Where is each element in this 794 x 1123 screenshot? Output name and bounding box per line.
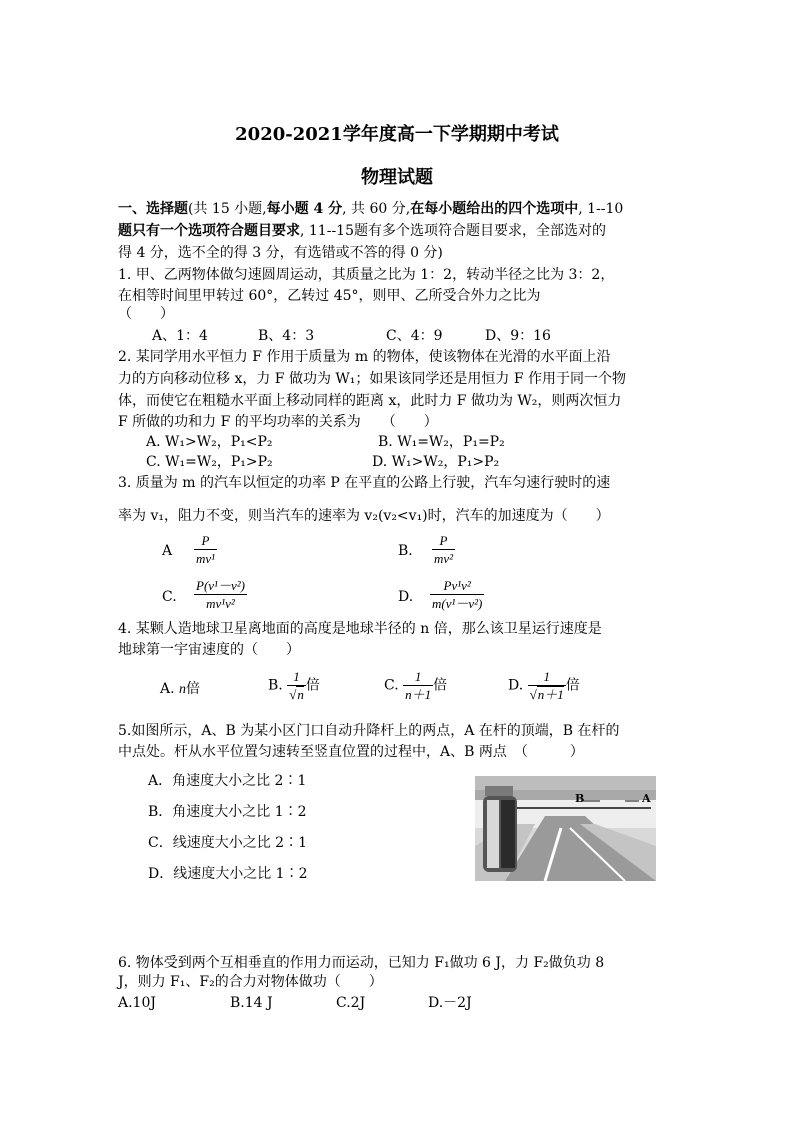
q4-d-denominator: n＋1 <box>537 687 564 702</box>
q4-d-label: D. <box>508 677 524 694</box>
q3-option-b-label: B. <box>398 543 413 559</box>
q3-d-numerator: Pv¹v² <box>430 577 484 595</box>
fig-label-a: A <box>642 792 651 805</box>
q5-line2: 中点处。杆从水平位置匀速转至竖直位置的过程中，A、B 两点 （ ） <box>118 744 584 760</box>
q3-d-denominator: m(v¹－v²) <box>432 596 483 611</box>
q4-b-numerator: 1 <box>287 668 306 686</box>
q4-b-unit: 倍 <box>305 677 320 694</box>
exam-title: 2020-2021学年度高一下学期期中考试 <box>235 124 559 145</box>
section-instruction-line2 <box>118 221 606 241</box>
q4-option-c <box>384 668 447 703</box>
q1-line1: 1. 甲、乙两物体做匀速圆周运动，其质量之比为 1：2，转动半径之比为 3：2， <box>118 267 615 283</box>
q4-d-unit: 倍 <box>565 677 580 694</box>
q5-option-a: A．角速度大小之比 2∶1 <box>148 773 307 789</box>
q2-option-d: D. W₁>W₂，P₁>P₂ <box>372 454 500 470</box>
q1-line2: 在相等时间里甲转过 60°，乙转过 45°，则甲、乙所受合外力之比为 <box>118 288 541 304</box>
q4-c-unit: 倍 <box>433 677 448 694</box>
q2-line2: 力的方向移动位移 x，力 F 做功为 W₁；如果该同学还是用恒力 F 作用于同一个物 <box>118 371 627 387</box>
q4-b-denominator: n <box>297 687 304 702</box>
q6-option-a: A.10J <box>118 995 156 1011</box>
q4-option-b: B. $\frac{1}{√n}$ 倍 <box>268 669 320 702</box>
section-text: , 1--10 <box>578 201 624 217</box>
q3-c-numerator: P(v¹－v²) <box>196 578 245 593</box>
q1-line3: （ ） <box>118 306 174 322</box>
q6-line2: J，则力 F₁、F₂的合力对物体做功（ ） <box>118 974 383 990</box>
section-instruction-line3: 得 4 分，选不全的得 3 分，有选错或不答的得 0 分) <box>118 245 443 261</box>
q4-line1: 4. 某颗人造地球卫星离地面的高度是地球半径的 n 倍，那么该卫星运行速度是 <box>118 621 602 637</box>
q3-option-c-label: C. <box>162 589 177 605</box>
q5-option-d: D．线速度大小之比 1∶2 <box>148 866 308 882</box>
fig-label-b: B <box>575 792 585 805</box>
exam-subtitle: 物理试题 <box>361 167 433 188</box>
q6-option-d: D.－2J <box>428 995 472 1011</box>
q3-option-b-formula <box>432 532 455 567</box>
q4-c-denominator: n＋1 <box>405 687 432 702</box>
section-instruction-line1 <box>118 199 623 219</box>
section-text-bold: 每小题 4 分 <box>266 201 343 217</box>
q4-a-n: n <box>179 682 187 697</box>
q6-line1: 6. 物体受到两个互相垂直的作用力而运动，已知力 F₁做功 6 J，力 F₂做负功 8 <box>118 955 605 971</box>
q3-option-a-formula <box>194 532 217 567</box>
section-text: , 共 60 分, <box>342 201 411 217</box>
section-text-bold: 在每小题给出的四个选项中 <box>410 201 579 217</box>
q3-option-d-label: D. <box>398 589 414 605</box>
q2-line3: 体，而使它在粗糙水平面上移动同样的距离 x，此时力 F 做功为 W₂，则两次恒力 <box>118 393 622 409</box>
q2-line4: F 所做的功和力 F 的平均功率的关系为 （ ） <box>118 414 438 430</box>
q4-a-label: A. <box>160 681 175 697</box>
q4-a-unit: 倍 <box>186 681 201 697</box>
q6-option-c: C.2J <box>336 995 366 1011</box>
q2-option-a: A. W₁>W₂，P₁<P₂ <box>146 434 273 450</box>
q5-line1: 5.如图所示，A、B 为某小区门口自动升降杆上的两点，A 在杆的顶端，B 在杆的 <box>118 723 620 739</box>
q3-option-c-formula <box>194 577 247 612</box>
barrier-gate-figure <box>475 776 656 881</box>
section-heading: 一、选择题 <box>118 201 188 217</box>
q4-d-numerator: 1 <box>528 668 566 686</box>
section-text: (共 15 小题, <box>188 201 267 217</box>
q2-line1: 2. 某同学用水平恒力 F 作用于质量为 m 的物体，使该物体在光滑的水平面上沿 <box>118 349 611 365</box>
q4-line2: 地球第一宇宙速度的（ ） <box>118 642 300 658</box>
q3-b-denominator: mv² <box>434 551 454 566</box>
q5-option-c: C．线速度大小之比 2∶1 <box>148 835 307 851</box>
q1-option-d: D、9：16 <box>485 328 551 344</box>
q3-a-denominator: mv¹ <box>196 551 216 566</box>
q3-c-denominator: mv¹v² <box>206 596 235 611</box>
q3-b-numerator: P <box>432 532 455 550</box>
q4-c-label: C. <box>384 677 399 694</box>
q4-option-a <box>160 679 200 700</box>
q4-b-label: B. <box>268 677 283 694</box>
q3-option-a-label: A <box>162 543 173 559</box>
section-text-bold: 题只有一个选项符合题目要求 <box>118 223 300 239</box>
q1-option-c: C、4：9 <box>386 328 443 344</box>
q2-option-c: C. W₁=W₂，P₁>P₂ <box>146 454 273 470</box>
q3-line1: 3. 质量为 m 的汽车以恒定的功率 P 在平直的公路上行驶，汽车匀速行驶时的速 <box>118 475 611 491</box>
q3-a-numerator: P <box>194 532 217 550</box>
q1-option-a: A、1：4 <box>152 328 208 344</box>
q5-option-b: B．角速度大小之比 1∶2 <box>148 804 307 820</box>
q2-option-b: B. W₁=W₂，P₁=P₂ <box>378 434 505 450</box>
q4-c-numerator: 1 <box>403 668 433 686</box>
q3-option-d-formula <box>430 577 484 612</box>
q3-line2: 率为 v₁，阻力不变，则当汽车的速率为 v₂(v₂<v₁)时，汽车的加速度为（ ） <box>118 508 610 524</box>
section-text: , 11--15题有多个选项符合题目要求，全部选对的 <box>300 223 606 239</box>
q4-option-d: D. $\frac{1}{√n+1}$ 倍 <box>508 669 580 702</box>
q6-option-b: B.14 J <box>230 995 273 1011</box>
q1-option-b: B、4：3 <box>258 328 315 344</box>
